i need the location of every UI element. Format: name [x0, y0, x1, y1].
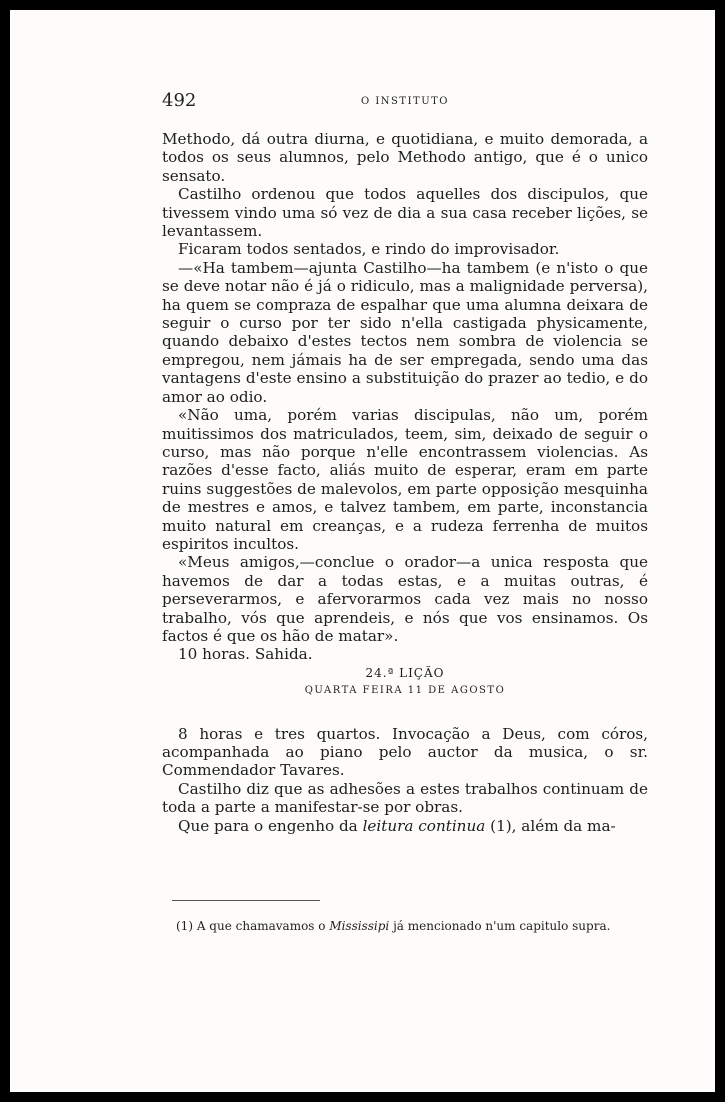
paragraph: 8 horas e tres quartos. Invocação a Deus, com córos, acompanhada ao piano pelo auctor da musica, o sr. Commendador Tavares. — [162, 724, 648, 780]
footnote — [162, 918, 648, 935]
text-run: (1) A que chamavamos o — [176, 919, 330, 933]
book-page — [10, 10, 715, 1092]
running-title: O INSTITUTO — [360, 96, 449, 107]
paragraph: Ficaram todos sentados, e rindo do improvisador. — [178, 240, 560, 259]
page-header — [162, 90, 648, 114]
text-run: (1), além da ma- — [485, 816, 616, 835]
italic-term: leitura continua — [362, 816, 486, 835]
paragraph: Castilho diz que as adhesões a estes trabalhos continuam de toda a parte a manifestar-se por obras. — [162, 779, 648, 817]
body-text — [162, 130, 648, 835]
paragraph: 10 horas. Sahida. — [178, 645, 313, 664]
paragraph: «Não uma, porém varias discipulas, não um, porém muitissimos dos matriculados, teem, sim, deixado de seguir o curso, mas não porque n'elle encontrassem violencias. As razões d'esse facto, aliás muito de esperar, eram em parte ruins suggestões de malevolos, em parte opposição mesquinha de mestres e amos, e talvez tambem, em parte, inconstancia muito natural em creanças, e a rudeza ferrenha de muitos espiritos incultos. — [162, 406, 648, 553]
section-title: 24.ª LIÇÃO — [365, 665, 445, 680]
paragraph: —«Ha tambem—ajunta Castilho—ha tambem (e n'isto o que se deve notar não é já o ridiculo, mas a malignidade perversa), ha quem se compraza de espalhar que uma alumna deixara de seguir o curso por ter sido n'ella castigada physicamente, quando debaixo d'estes tectos nem sombra de violencia se empregou, nem jámais ha de ser empregada, sendo uma das vantagens d'este ensino a substituição do prazer ao tedio, e do amor ao odio. — [162, 258, 648, 406]
footnote-divider — [172, 900, 320, 901]
paragraph: Methodo, dá outra diurna, e quotidiana, e muito demorada, a todos os seus alumnos, pelo Methodo antigo, que é o unico sensato. — [162, 130, 648, 185]
section-date: QUARTA FEIRA 11 DE AGOSTO — [304, 685, 506, 697]
text-run: já mencionado n'um capitulo supra. — [389, 919, 611, 933]
paragraph — [162, 817, 648, 835]
paragraph: «Meus amigos,—conclue o orador—a unica resposta que havemos de dar a todas estas, e a muitas outras, é perseverarmos, e afervorarmos cada vez mais no nosso trabalho, vós que aprendeis, e nós que vos ensinamos. Os factos é que os hão de matar». — [162, 553, 648, 645]
paragraph: Castilho ordenou que todos aquelles dos discipulos, que tivessem vindo uma só vez de dia a sua casa receber lições, se levantassem. — [162, 185, 648, 241]
italic-term: Mississipi — [329, 919, 390, 933]
page-number: 492 — [162, 90, 197, 111]
text-run: Que para o engenho da — [178, 816, 363, 835]
